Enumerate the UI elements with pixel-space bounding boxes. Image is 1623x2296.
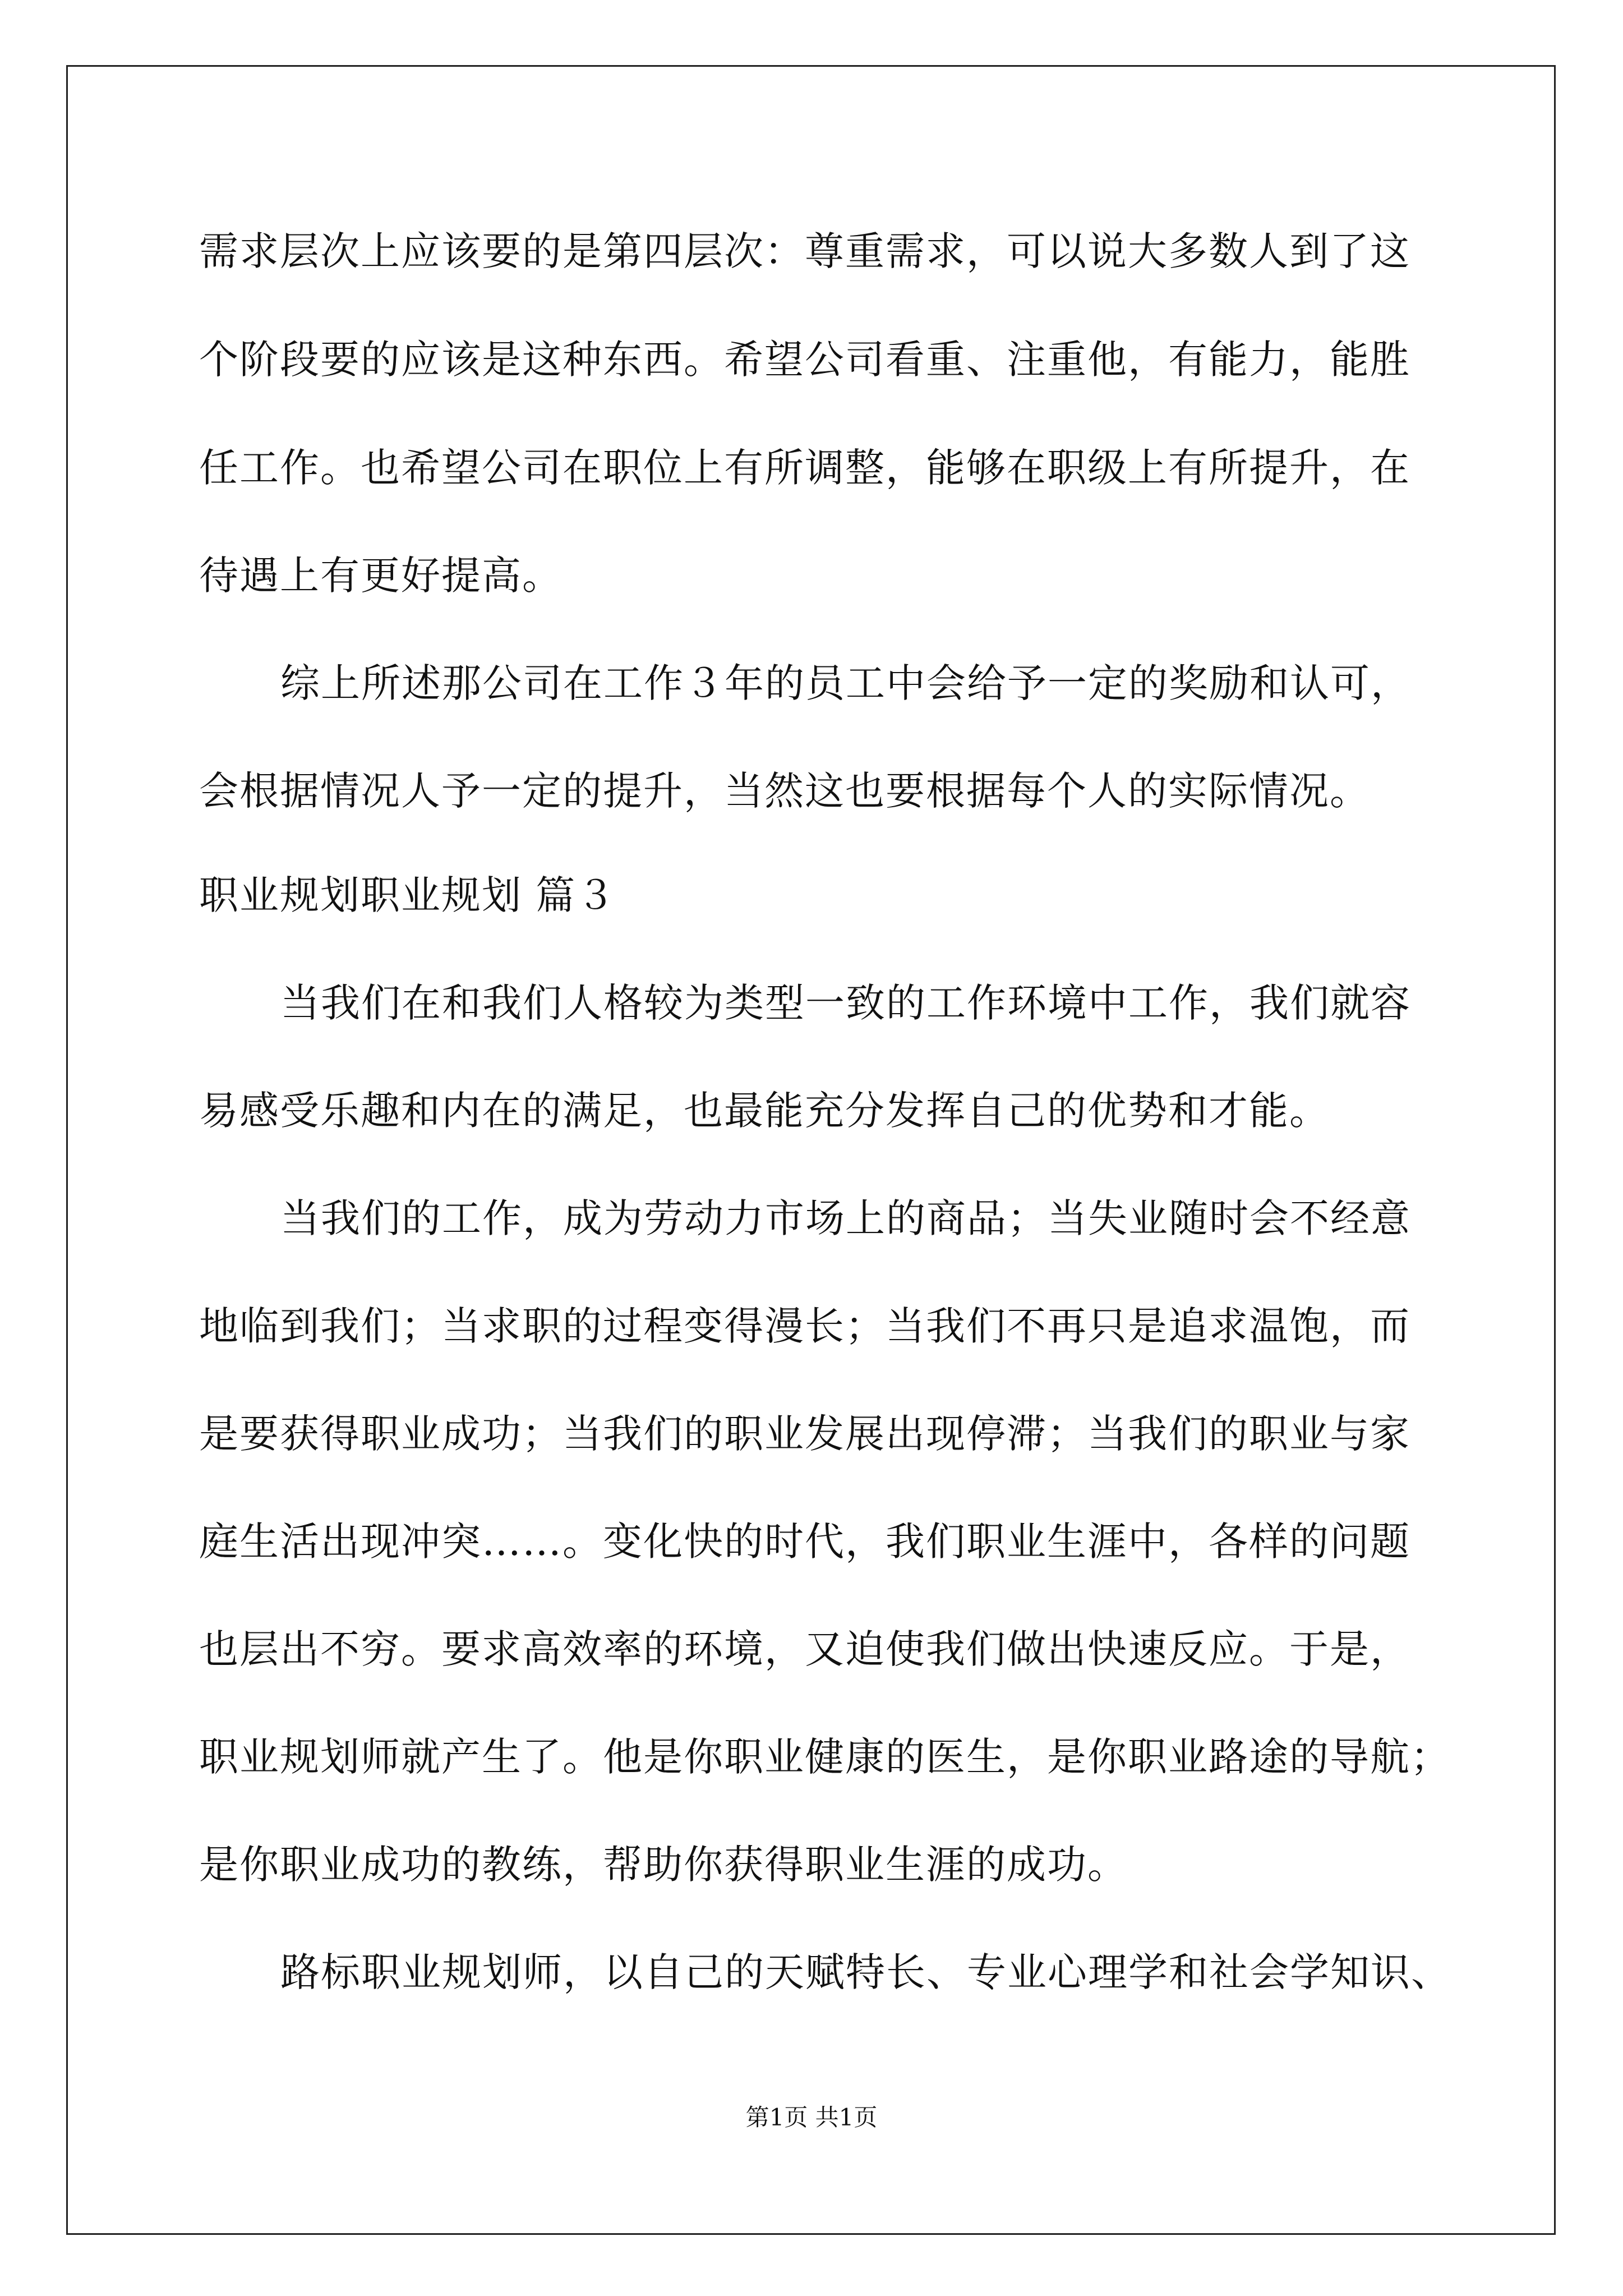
- body-text-line: 需求层次上应该要的是第四层次：尊重需求，可以说大多数人到了这: [199, 228, 1410, 274]
- body-text-line: 是你职业成功的教练，帮助你获得职业生涯的成功。: [199, 1842, 1128, 1888]
- body-text-line: 任工作。也希望公司在职位上有所调整，能够在职级上有所提升，在: [199, 445, 1410, 491]
- section-heading: 职业规划职业规划 篇３: [199, 872, 617, 918]
- body-text-line: 路标职业规划师，以自己的天赋特长、专业心理学和社会学知识、: [280, 1949, 1451, 1995]
- body-text-line: 易感受乐趣和内在的满足，也最能充分发挥自己的优势和才能。: [199, 1088, 1330, 1134]
- body-text-line: 会根据情况人予一定的提升，当然这也要根据每个人的实际情况。: [199, 768, 1370, 814]
- page-border: [66, 65, 1556, 2235]
- body-text-line: 也层出不穷。要求高效率的环境，又迫使我们做出快速反应。于是，: [199, 1626, 1410, 1672]
- body-text-line: 当我们的工作，成为劳动力市场上的商品；当失业随时会不经意: [280, 1195, 1411, 1241]
- page-footer: 第1页 共1页: [745, 2104, 878, 2131]
- body-text-line: 是要获得职业成功；当我们的职业发展出现停滞；当我们的职业与家: [199, 1411, 1410, 1457]
- body-text-line: 当我们在和我们人格较为类型一致的工作环境中工作，我们就容: [280, 980, 1411, 1026]
- body-text-line: 庭生活出现冲突……。变化快的时代，我们职业生涯中，各样的问题: [199, 1519, 1410, 1565]
- body-text-line: 地临到我们；当求职的过程变得漫长；当我们不再只是追求温饱，而: [199, 1303, 1410, 1349]
- body-text-line: 综上所述那公司在工作３年的员工中会给予一定的奖励和认可，: [280, 660, 1411, 706]
- body-text-line: 职业规划师就产生了。他是你职业健康的医生，是你职业路途的导航；: [199, 1734, 1451, 1780]
- body-text-line: 待遇上有更好提高。: [199, 553, 562, 599]
- body-text-line: 个阶段要的应该是这种东西。希望公司看重、注重他，有能力，能胜: [199, 337, 1410, 383]
